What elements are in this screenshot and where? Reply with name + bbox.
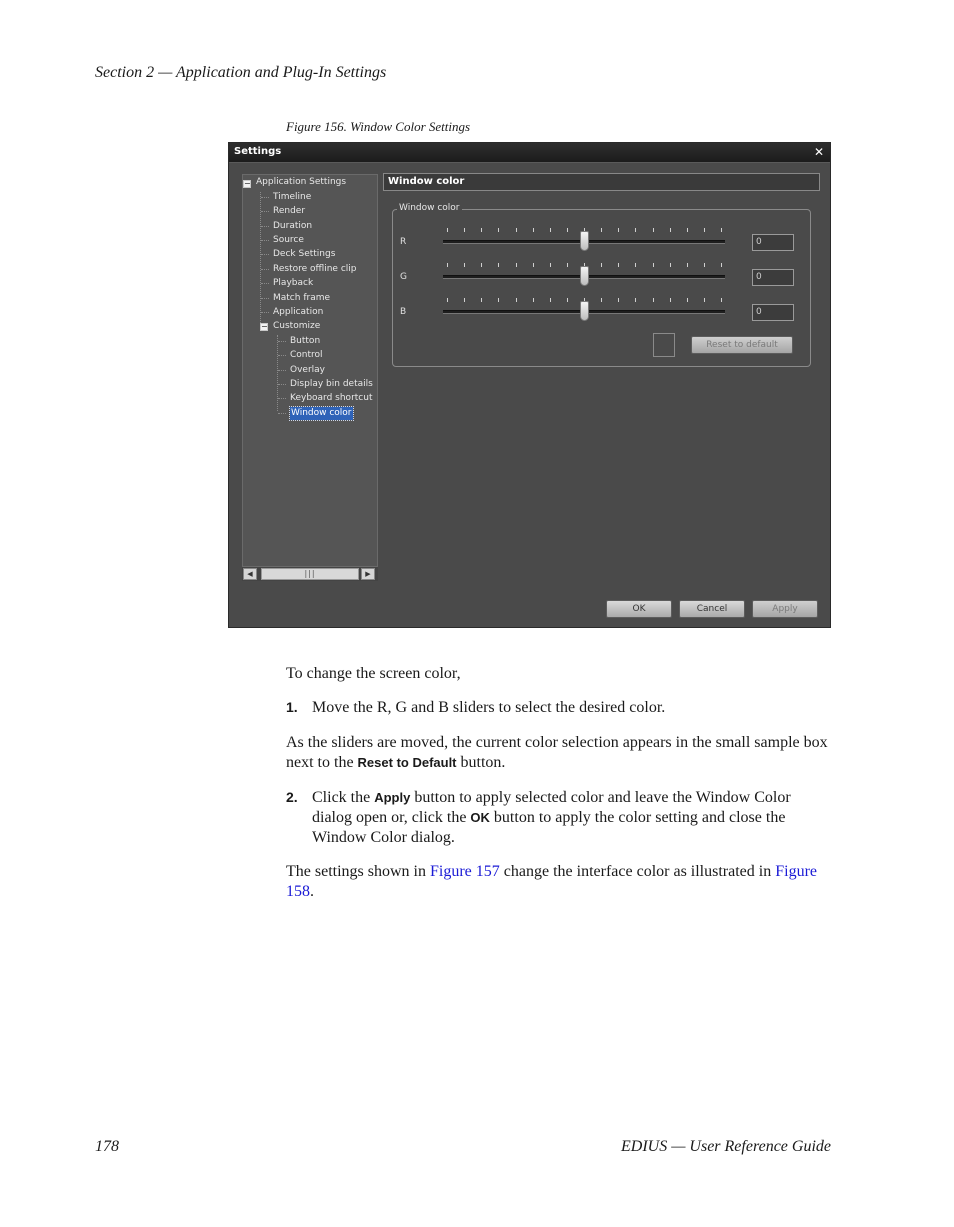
- tree-item-keyboard-shortcut[interactable]: Keyboard shortcut: [290, 393, 373, 403]
- slider-tick: [618, 298, 619, 302]
- tree-branch: [278, 384, 286, 385]
- slider-tick: [516, 228, 517, 232]
- slider-tick: [464, 298, 465, 302]
- tree-branch: [278, 355, 286, 356]
- close-icon[interactable]: ✕: [813, 145, 825, 159]
- slider-tick: [447, 263, 448, 267]
- slider-tick: [618, 228, 619, 232]
- reset-to-default-keyword: Reset to Default: [357, 755, 457, 770]
- paragraph-figure-references: [286, 862, 831, 902]
- slider-tick: [516, 263, 517, 267]
- slider-tick: [567, 263, 568, 267]
- dialog-titlebar[interactable]: [229, 143, 830, 163]
- slider-tick: [653, 263, 654, 267]
- slider-tick: [533, 263, 534, 267]
- slider-tick: [481, 228, 482, 232]
- text-run: The settings shown in: [286, 863, 430, 880]
- slider-tick: [635, 263, 636, 267]
- slider-tick: [670, 228, 671, 232]
- slider-tick: [670, 263, 671, 267]
- tree-item-timeline[interactable]: Timeline: [273, 192, 312, 202]
- tree-branch: [278, 413, 286, 414]
- tree-item-overlay[interactable]: Overlay: [290, 365, 325, 375]
- slider-tick: [550, 228, 551, 232]
- reset-to-default-button[interactable]: Reset to default: [691, 336, 793, 354]
- text-run: button to apply the color setting and close the Window Color dialog.: [312, 809, 786, 846]
- slider-thumb-g[interactable]: [580, 266, 589, 286]
- tree-branch: [261, 254, 269, 255]
- paragraph-sample-box: [286, 733, 831, 773]
- text-run: .: [310, 883, 314, 900]
- scroll-left-icon[interactable]: ◀: [243, 568, 257, 580]
- slider-tick: [721, 298, 722, 302]
- slider-tick: [481, 298, 482, 302]
- tree-item-deck-settings[interactable]: Deck Settings: [273, 249, 336, 259]
- tree-branch: [261, 269, 269, 270]
- slider-thumb-b[interactable]: [580, 301, 589, 321]
- apply-keyword: Apply: [374, 790, 411, 805]
- color-sample-box: [653, 333, 675, 357]
- value-input-g[interactable]: 0: [752, 269, 794, 286]
- tree-branch: [261, 312, 269, 313]
- slider-tick: [618, 263, 619, 267]
- tree-item-display-bin-details[interactable]: Display bin details: [290, 379, 373, 389]
- slider-tick: [601, 263, 602, 267]
- step-1-text: Move the R, G and B sliders to select the desired color.: [312, 699, 666, 716]
- slider-tick: [447, 298, 448, 302]
- slider-tick: [567, 228, 568, 232]
- slider-tick: [704, 298, 705, 302]
- slider-thumb-r[interactable]: [580, 231, 589, 251]
- tree-horizontal-scrollbar[interactable]: [242, 566, 378, 581]
- slider-tick: [653, 228, 654, 232]
- value-input-b[interactable]: 0: [752, 304, 794, 321]
- group-label: Window color: [399, 203, 460, 213]
- running-header: Section 2 — Application and Plug-In Settings: [95, 64, 387, 81]
- slider-tick: [464, 228, 465, 232]
- text-run: button to apply selected color and leave the Window Color dialog open or, click the: [312, 789, 791, 826]
- figure-caption: Figure 156. Window Color Settings: [286, 119, 471, 134]
- slider-tick: [550, 263, 551, 267]
- dialog-title: Settings: [234, 146, 282, 157]
- slider-label-b: B: [400, 307, 407, 317]
- tree-branch: [261, 211, 269, 212]
- tree-branch: [278, 341, 286, 342]
- slider-tick: [567, 298, 568, 302]
- slider-tick: [704, 263, 705, 267]
- slider-tick: [601, 298, 602, 302]
- tree-item-button[interactable]: Button: [290, 336, 321, 346]
- tree-branch: [261, 197, 269, 198]
- slider-tick: [721, 228, 722, 232]
- slider-tick: [447, 228, 448, 232]
- settings-dialog: [228, 142, 831, 628]
- intro-text: To change the screen color,: [286, 665, 461, 682]
- slider-tick: [704, 228, 705, 232]
- tree-item-duration[interactable]: Duration: [273, 221, 313, 231]
- slider-tick: [687, 228, 688, 232]
- panel-title: Window color: [383, 173, 820, 191]
- tree-item-restore-offline-clip[interactable]: Restore offline clip: [273, 264, 357, 274]
- slider-tick: [498, 263, 499, 267]
- tree-item-render[interactable]: Render: [273, 206, 306, 216]
- running-footer: EDIUS — User Reference Guide: [620, 1138, 831, 1155]
- slider-tick: [550, 298, 551, 302]
- ok-button[interactable]: OK: [606, 600, 672, 618]
- step-2-text: [312, 788, 832, 848]
- tree-item-application-settings[interactable]: Application Settings: [256, 177, 347, 187]
- text-run: button.: [456, 754, 506, 771]
- tree-branch: [278, 398, 286, 399]
- apply-button[interactable]: Apply: [752, 600, 818, 618]
- tree-item-control[interactable]: Control: [290, 350, 323, 360]
- slider-tick: [516, 298, 517, 302]
- value-input-r[interactable]: 0: [752, 234, 794, 251]
- page-number: 178: [95, 1138, 119, 1155]
- scroll-thumb[interactable]: |||: [261, 568, 359, 580]
- slider-label-r: R: [400, 237, 407, 247]
- tree-branch: [261, 298, 269, 299]
- tree-item-source[interactable]: Source: [273, 235, 304, 245]
- slider-tick: [481, 263, 482, 267]
- slider-tick: [601, 228, 602, 232]
- cancel-button[interactable]: Cancel: [679, 600, 745, 618]
- tree-branch: [261, 240, 269, 241]
- slider-tick: [635, 228, 636, 232]
- text-run: Click the: [312, 789, 375, 806]
- slider-tick: [653, 298, 654, 302]
- slider-label-g: G: [400, 272, 407, 282]
- tree-guide-line: [277, 335, 278, 411]
- slider-tick: [721, 263, 722, 267]
- slider-tick: [498, 298, 499, 302]
- tree-item-application[interactable]: Application: [273, 307, 324, 317]
- figure-157-link[interactable]: Figure 157: [430, 863, 500, 880]
- slider-tick: [687, 263, 688, 267]
- tree-item-window-color[interactable]: Window color: [291, 408, 352, 418]
- slider-tick: [498, 228, 499, 232]
- slider-tick: [670, 298, 671, 302]
- slider-tick: [533, 298, 534, 302]
- slider-tick: [464, 263, 465, 267]
- tree-branch: [261, 226, 269, 227]
- collapse-icon[interactable]: −: [261, 322, 268, 331]
- step-1-number: 1.: [286, 699, 298, 715]
- slider-tick: [687, 298, 688, 302]
- figure-158-link[interactable]: Figure 158: [286, 863, 817, 900]
- slider-tick: [635, 298, 636, 302]
- tree-branch: [278, 370, 286, 371]
- step-2-number: 2.: [286, 789, 298, 805]
- tree-branch: [261, 283, 269, 284]
- tree-item-playback[interactable]: Playback: [273, 278, 314, 288]
- collapse-icon[interactable]: −: [244, 179, 251, 188]
- text-run: change the interface color as illustrated in: [499, 863, 776, 880]
- settings-tree: [242, 174, 378, 581]
- text-run: As the sliders are moved, the current color selection appears in the small sample box next to the: [286, 734, 828, 771]
- scroll-right-icon[interactable]: ▶: [361, 568, 375, 580]
- tree-item-match-frame[interactable]: Match frame: [273, 293, 331, 303]
- ok-keyword: OK: [470, 810, 490, 825]
- tree-item-customize[interactable]: Customize: [273, 321, 321, 331]
- slider-tick: [533, 228, 534, 232]
